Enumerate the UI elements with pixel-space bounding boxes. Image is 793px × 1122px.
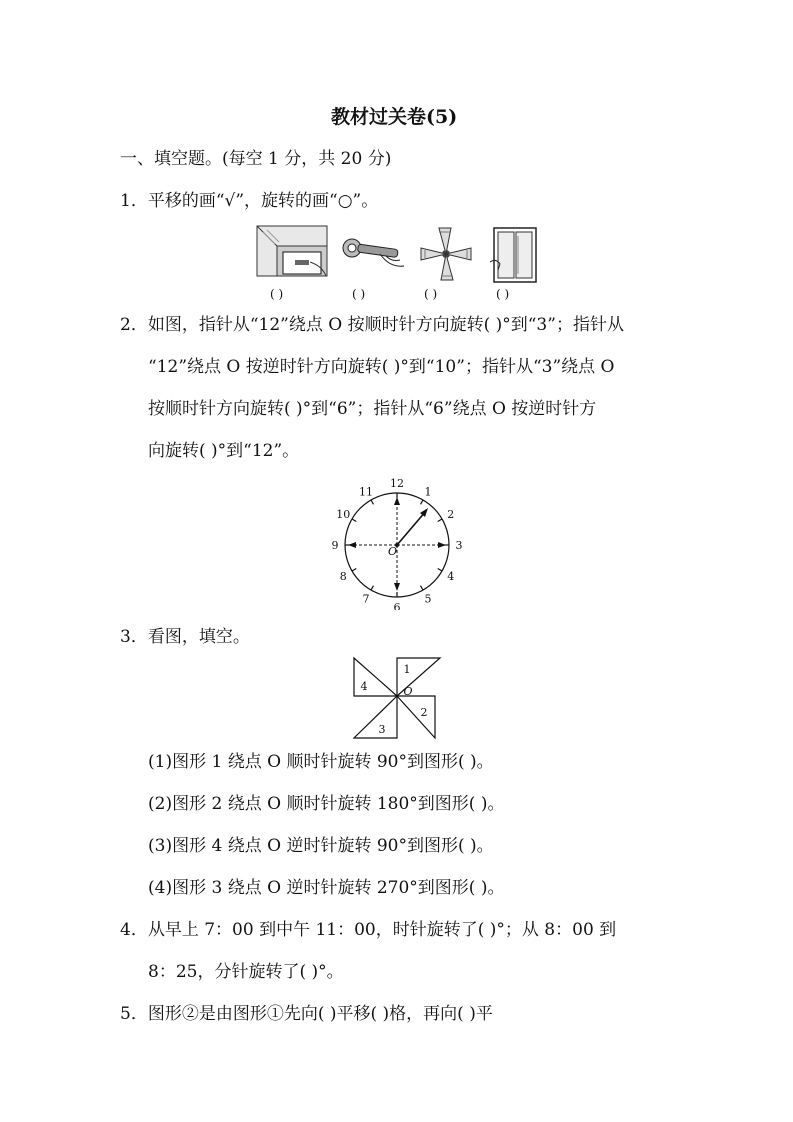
pinwheel-center-label: O bbox=[403, 685, 413, 698]
clock-tick bbox=[438, 519, 442, 522]
clock-center-label: O bbox=[388, 545, 398, 558]
question-2-line-1: 2．如图，指针从“12”绕点 O 按顺时针方向旋转( )°到“3”；指针从 bbox=[120, 315, 624, 335]
question-2-line-2: “12”绕点 O 按逆时针方向旋转( )°到“10”；指针从“3”绕点 O bbox=[148, 357, 615, 377]
clock-number: 1 bbox=[424, 485, 432, 499]
clock-tick bbox=[421, 500, 424, 504]
question-2-line-3: 按顺时针方向旋转( )°到“6”；指针从“6”绕点 O 按逆时针方 bbox=[148, 399, 597, 419]
clock-number: 5 bbox=[424, 592, 432, 606]
shape-4-label: 4 bbox=[360, 680, 368, 693]
clock-tick bbox=[371, 586, 374, 590]
question-5-line-1: 5．图形②是由图形①先向( )平移( )格，再向( )平 bbox=[120, 1004, 493, 1024]
clock-number: 2 bbox=[447, 508, 455, 521]
clock-hand bbox=[397, 511, 426, 545]
shape-3 bbox=[354, 696, 397, 738]
clock-number: 9 bbox=[331, 539, 339, 552]
shape-1-label: 1 bbox=[403, 663, 411, 676]
wrench-image bbox=[340, 232, 408, 272]
q1-blank-3[interactable]: ( ) bbox=[424, 287, 438, 301]
clock-number: 12 bbox=[390, 477, 404, 490]
question-1-text: 1．平移的画“√”，旋转的画“○”。 bbox=[120, 191, 379, 211]
question-3-item-3: (3)图形 4 绕点 O 逆时针旋转 90°到图形( )。 bbox=[148, 836, 494, 856]
clock-tick bbox=[438, 569, 442, 572]
question-3-item-1: (1)图形 1 绕点 O 顺时针旋转 90°到图形( )。 bbox=[148, 752, 494, 772]
clock-tick bbox=[421, 586, 424, 590]
question-3-text: 3．看图，填空。 bbox=[120, 627, 250, 647]
fan-image bbox=[417, 222, 475, 282]
pinwheel-figure bbox=[352, 656, 442, 740]
shape-2-label: 2 bbox=[420, 706, 428, 719]
clock-number: 3 bbox=[455, 539, 463, 552]
drawer-image bbox=[255, 222, 330, 284]
shape-3-label: 3 bbox=[378, 723, 386, 736]
clock-number: 6 bbox=[393, 601, 401, 610]
question-2-line-4: 向旋转( )°到“12”。 bbox=[148, 441, 300, 461]
clock-number: 4 bbox=[447, 570, 455, 583]
clock-tick bbox=[352, 519, 356, 522]
clock-tick bbox=[371, 500, 374, 504]
clock-figure bbox=[330, 475, 465, 610]
page-title: 教材过关卷(5) bbox=[331, 106, 458, 128]
question-4-line-1: 4．从早上 7：00 到中午 11：00，时针旋转了( )°；从 8：00 到 bbox=[120, 920, 617, 940]
question-3-item-4: (4)图形 3 绕点 O 逆时针旋转 270°到图形( )。 bbox=[148, 878, 505, 898]
question-3-item-2: (2)图形 2 绕点 O 顺时针旋转 180°到图形( )。 bbox=[148, 794, 505, 814]
clock-number: 7 bbox=[362, 592, 370, 606]
shape-2 bbox=[397, 696, 435, 738]
clock-number: 11 bbox=[359, 485, 373, 499]
q1-blank-2[interactable]: ( ) bbox=[352, 287, 366, 301]
clock-number: 10 bbox=[336, 508, 351, 521]
clock-tick bbox=[352, 569, 356, 572]
clock-number: 8 bbox=[339, 570, 347, 583]
sliding-window-image bbox=[490, 226, 538, 284]
q1-blank-1[interactable]: ( ) bbox=[270, 287, 284, 301]
section-heading: 一、填空题。(每空 1 分，共 20 分) bbox=[120, 149, 392, 169]
q1-blank-4[interactable]: ( ) bbox=[496, 287, 510, 301]
question-4-line-2: 8：25，分针旋转了( )°。 bbox=[148, 962, 344, 982]
